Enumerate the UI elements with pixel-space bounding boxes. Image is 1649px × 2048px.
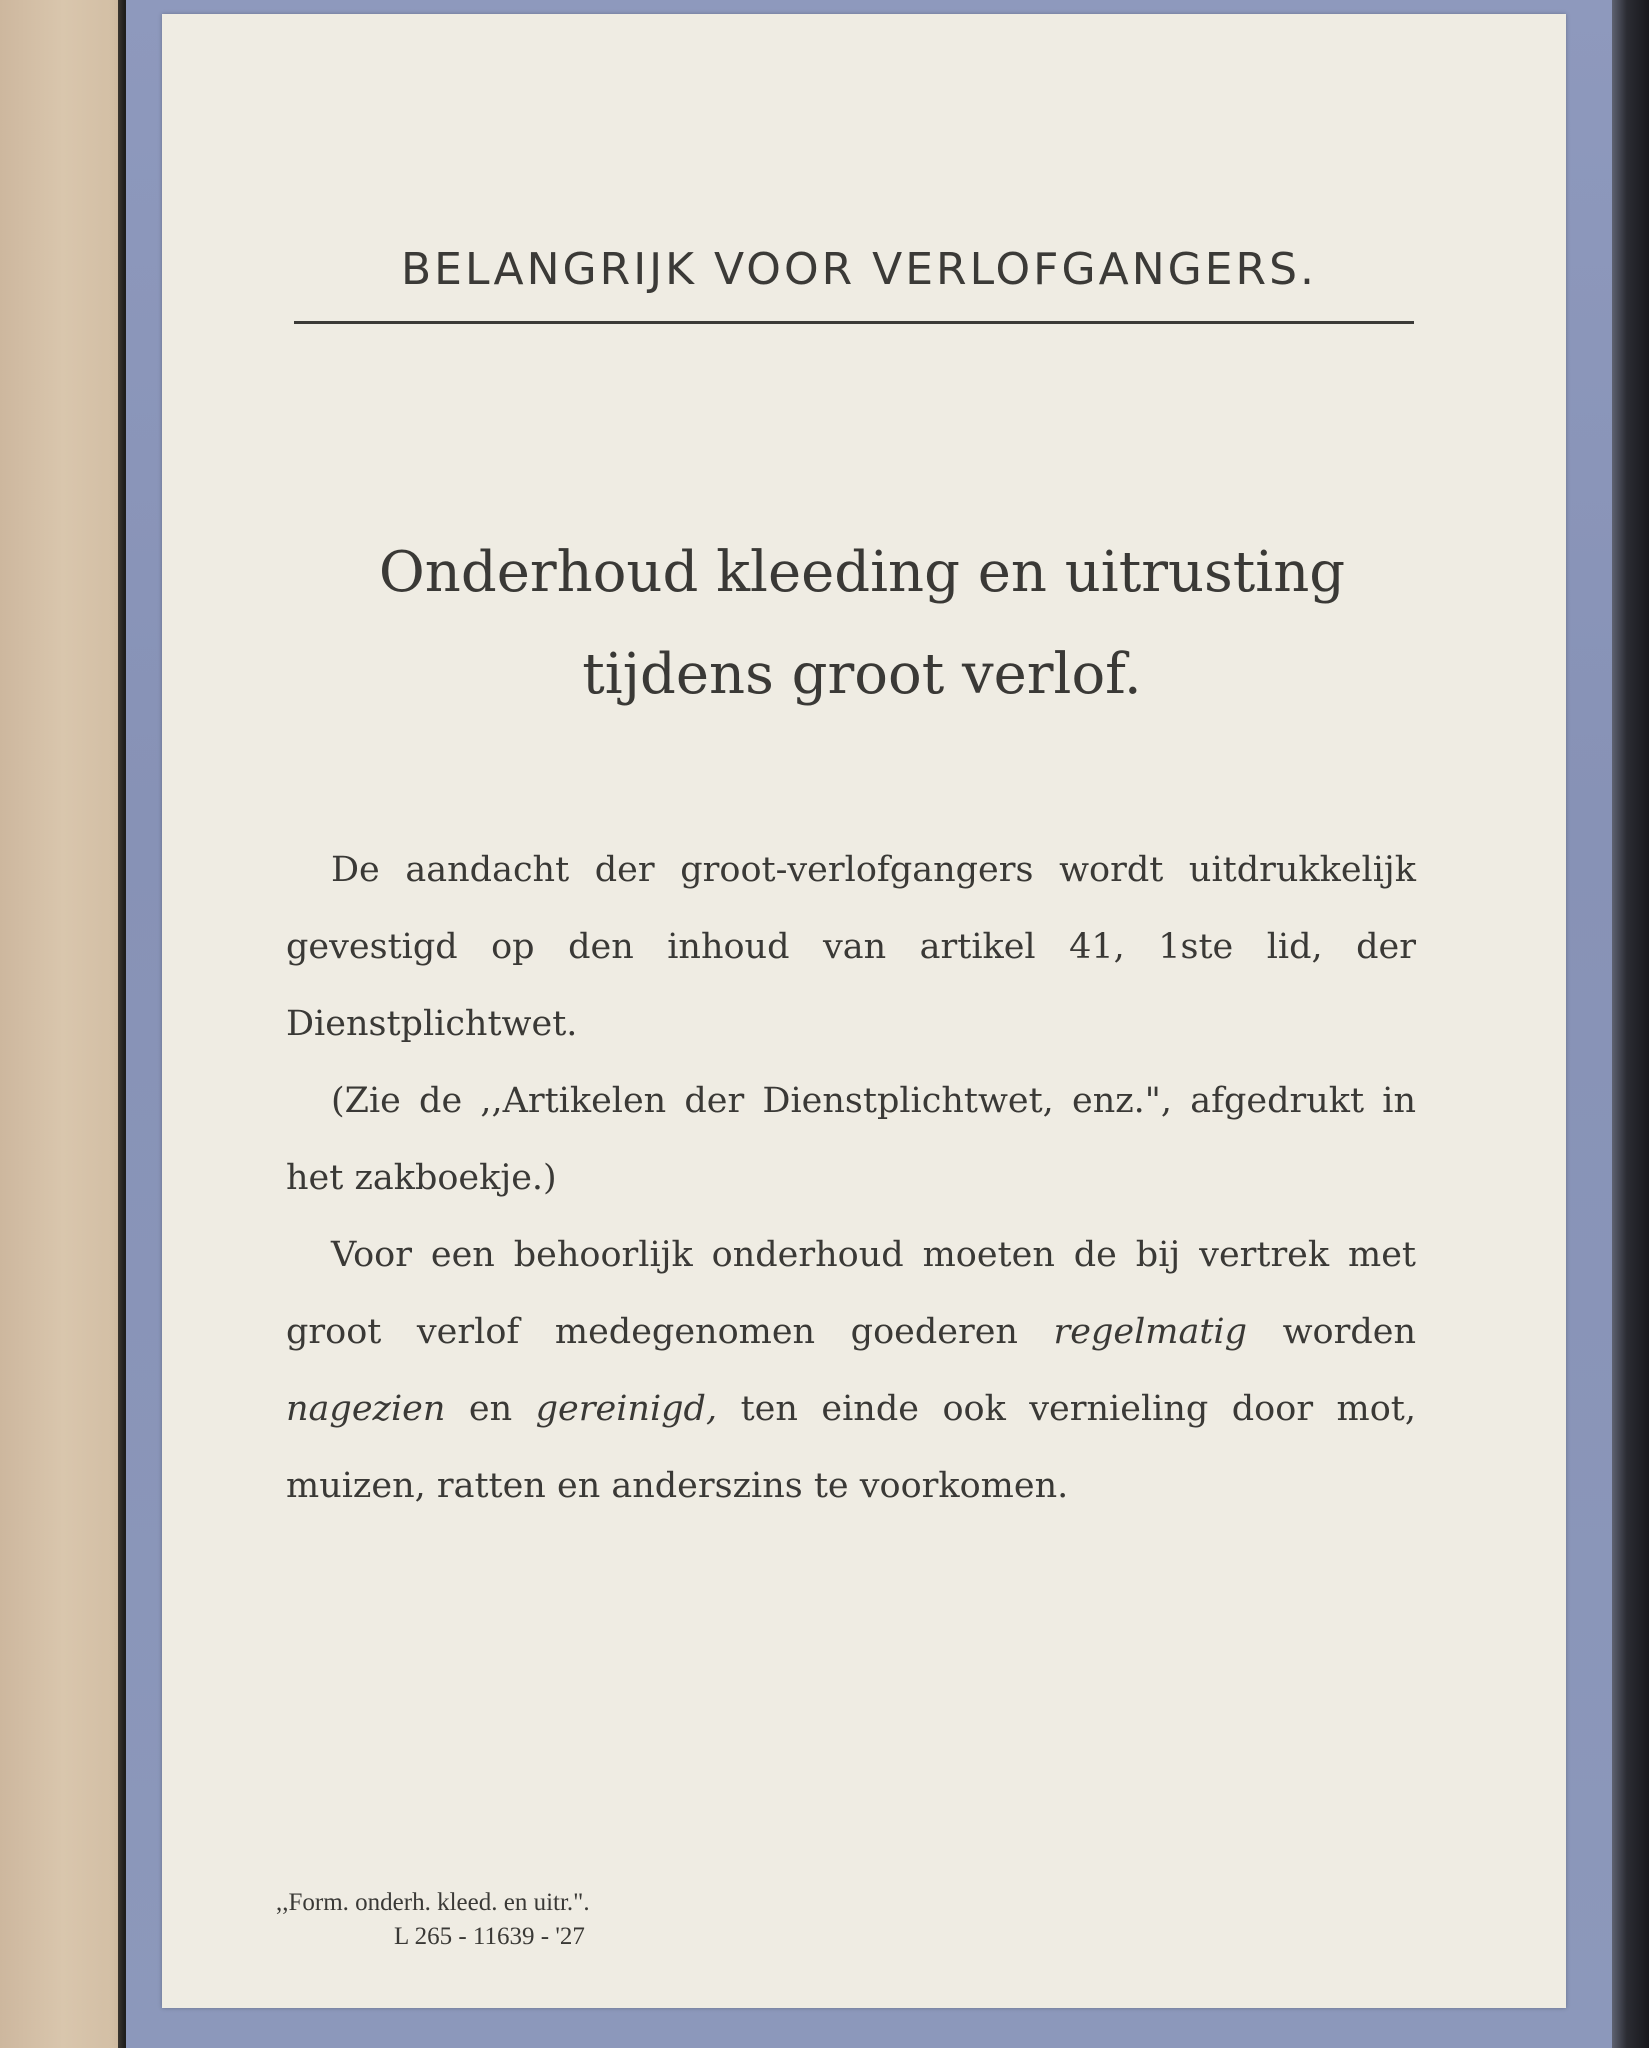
document-heading: BELANGRIJK VOOR VERLOFGANGERS. (401, 244, 1317, 295)
paragraph-2: (Zie de ,,Artikelen der Dienstplichtwet, enz.", afgedrukt in het zakboekje.) (286, 1081, 1416, 1198)
form-footer (276, 1886, 590, 1954)
document-title (282, 522, 1442, 726)
emphasis-nagezien: nagezien (286, 1389, 446, 1429)
paragraph-3-text-c: en (445, 1389, 536, 1429)
paragraph-1: De aandacht der groot-verlofgangers wordt uitdrukkelijk gevestigd op den inhoud van artikel 41, 1ste lid, der Dienstplichtwet. (286, 850, 1416, 1044)
paragraph-3 (286, 1217, 1416, 1525)
footer-form-name: ,,Form. onderh. kleed. en uitr.". (276, 1889, 590, 1916)
right-cover-edge (1612, 0, 1649, 2048)
paragraph-3-text-d: ten einde ook vernieling door mot, muizen, ratten en anderszins te voorkomen. (286, 1389, 1416, 1506)
title-line-1: Onderhoud kleeding en uitrusting (378, 540, 1346, 605)
document-page (162, 14, 1566, 2008)
paragraph-3-text-b: worden (1247, 1312, 1416, 1352)
emphasis-regelmatig: regelmatig (1053, 1312, 1248, 1352)
footer-form-reference: L 265 - 11639 - '27 (394, 1923, 585, 1950)
emphasis-gereinigd: gereinigd, (535, 1389, 718, 1429)
document-body (286, 832, 1416, 1525)
paragraph-3-text-a: Voor een behoorlijk onderhoud moeten de bij vertrek met groot verlof medegenomen goederen (286, 1235, 1416, 1352)
title-line-2: tijdens groot verlof. (582, 642, 1142, 707)
heading-underline (294, 321, 1414, 324)
